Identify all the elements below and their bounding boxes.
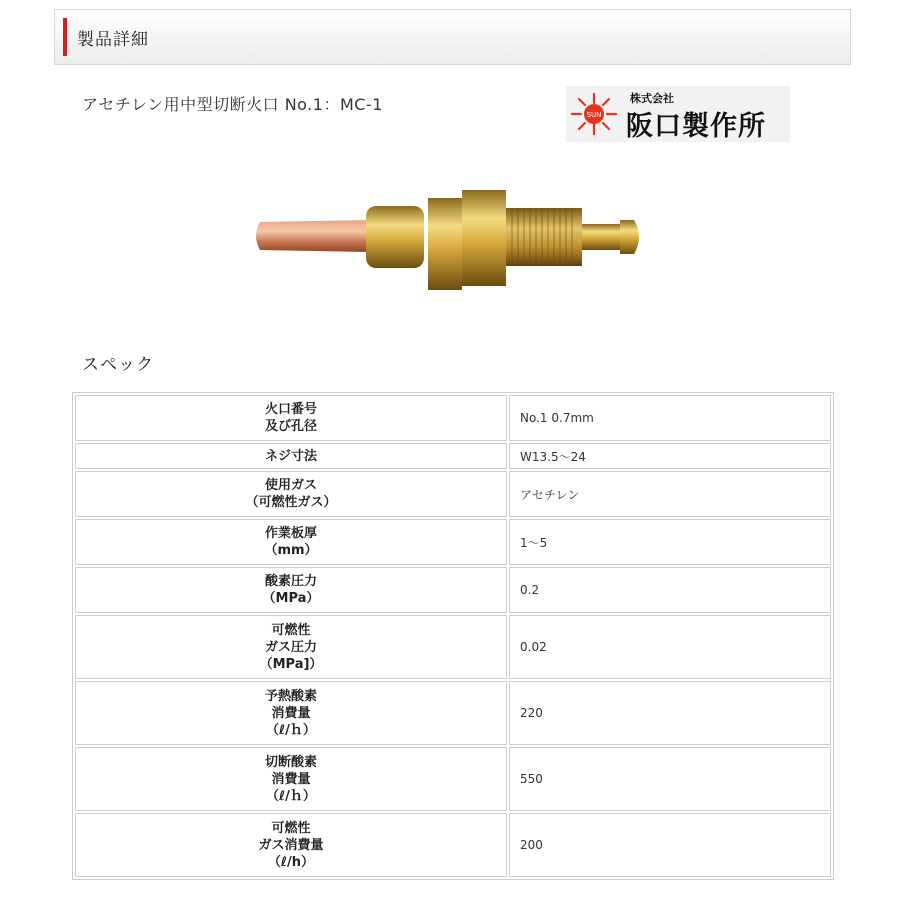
table-row	[75, 813, 831, 877]
table-row	[75, 443, 831, 469]
company-logo	[566, 86, 790, 142]
company-type: 株式会社	[630, 92, 674, 105]
spec-table	[72, 392, 834, 880]
table-row	[75, 395, 831, 441]
spec-label: 作業板厚 （mm）	[75, 519, 507, 565]
company-name: 阪口製作所	[626, 111, 766, 142]
product-image	[250, 180, 650, 295]
product-name: アセチレン用中型切断火口 No.1：MC-1	[82, 95, 383, 114]
spec-value: アセチレン	[509, 471, 831, 517]
spec-label: 使用ガス （可燃性ガス）	[75, 471, 507, 517]
table-row	[75, 747, 831, 811]
table-row	[75, 615, 831, 679]
spec-label: ネジ寸法	[75, 443, 507, 469]
spec-value: 0.02	[509, 615, 831, 679]
sun-emblem-text: SUN	[586, 111, 602, 119]
table-row	[75, 471, 831, 517]
spec-value: W13.5～24	[509, 443, 831, 469]
spec-value: 200	[509, 813, 831, 877]
spec-label: 切断酸素 消費量 （ℓ/ｈ）	[75, 747, 507, 811]
spec-value: No.1 0.7mm	[509, 395, 831, 441]
section-accent-bar	[63, 18, 67, 56]
table-row	[75, 519, 831, 565]
spec-value: 550	[509, 747, 831, 811]
spec-label: 可燃性 ガス圧力 （MPa]）	[75, 615, 507, 679]
section-title: 製品詳細	[77, 29, 149, 50]
sun-emblem-icon	[566, 86, 626, 142]
spec-heading: スペック	[82, 355, 154, 375]
spec-label: 可燃性 ガス消費量 （ℓ/h）	[75, 813, 507, 877]
spec-value: 1～5	[509, 519, 831, 565]
spec-label: 火口番号 及び孔径	[75, 395, 507, 441]
table-row	[75, 567, 831, 613]
spec-label: 予熱酸素 消費量 （ℓ/ｈ）	[75, 681, 507, 745]
spec-value: 220	[509, 681, 831, 745]
spec-label: 酸素圧力 （MPa）	[75, 567, 507, 613]
section-header	[54, 9, 851, 65]
spec-value: 0.2	[509, 567, 831, 613]
table-row	[75, 681, 831, 745]
